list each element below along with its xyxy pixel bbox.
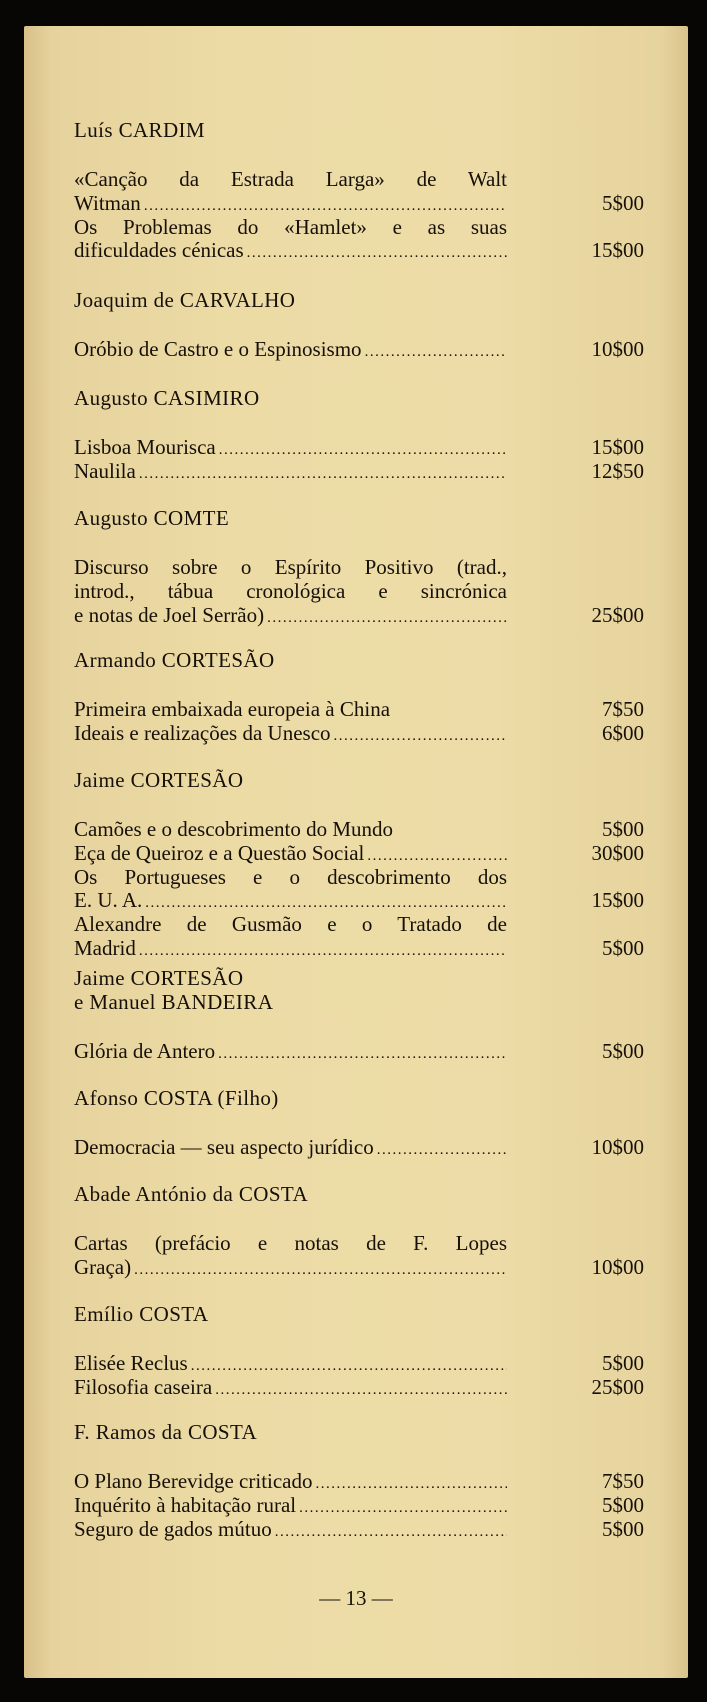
entry-price: 25$00 [591,1374,644,1399]
entry-title-line: Cartas (prefácio e notas de F. Lopes [74,1231,507,1255]
dot-leader [334,723,507,749]
author-name: Afonso COSTA (Filho) [74,1086,279,1110]
entry-title-text: Seguro de gados mútuo [74,1516,272,1541]
entry-price: 12$50 [591,458,644,483]
catalog-page [24,26,688,1678]
entry-title-text: Democracia — seu aspecto jurídico [74,1135,374,1159]
entry-title-text: e notas de Joel Serrão) [74,602,265,627]
entry-price: 5$00 [602,190,644,215]
entry-title-text: O Plano Berevidge criticado [74,1469,313,1493]
entry-title [74,237,507,263]
entry-title [74,816,507,842]
entry-title [74,336,507,362]
entry-title-line: Discurso sobre o Espírito Positivo (trad., [74,555,507,579]
entry-title [74,1492,507,1518]
author-name: Emílio COSTA [74,1302,209,1326]
entry-price: 10$00 [591,1254,644,1279]
entry-title-text: Elisée Reclus [74,1351,188,1375]
entry-title [74,602,507,628]
dot-leader [377,1137,507,1163]
entry-price: 5$00 [602,1039,644,1063]
entry-title-text: Naulila [74,458,136,483]
entry-title-text: Filosofia caseira [74,1374,213,1399]
entry-price: 5$00 [602,1492,644,1517]
entry-price: 5$00 [602,936,644,960]
entry-title [74,840,507,866]
entry-price: 5$00 [602,1351,644,1375]
entry-title [74,1254,507,1280]
author-name: Joaquim de CARVALHO [74,288,296,312]
entry-price: 15$00 [591,238,644,263]
author-name: Luís CARDIM [74,118,205,142]
entry-price: 10$00 [591,337,644,361]
entry-title-text: Glória de Antero [74,1039,216,1063]
entry-title [74,434,507,460]
entry-title-line: «Canção da Estrada Larga» de Walt [74,167,507,191]
author-name: Jaime CORTESÃO [74,768,244,792]
entry-price: 15$00 [591,888,644,913]
entry-title-text: Witman [74,190,141,215]
entry-title [74,935,507,961]
entry-title [74,190,507,216]
entry-price: 5$00 [602,817,644,841]
entry-title [74,1038,507,1064]
dot-leader [139,461,507,487]
entry-title [74,1468,507,1494]
entry-price: 10$00 [591,1135,644,1159]
entry-price: 30$00 [591,840,644,865]
entry-title [74,1516,507,1542]
author-name: Armando CORTESÃO [74,648,275,672]
entry-price: 7$50 [602,1469,644,1493]
entry-title [74,1350,507,1376]
author-name: Jaime CORTESÃO [74,966,244,990]
entry-title-text: Madrid [74,936,136,960]
author-name: F. Ramos da COSTA [74,1420,258,1444]
entry-title [74,696,507,722]
entry-title-text: Oróbio de Castro e o Espinosismo [74,337,362,361]
entry-title-line: Os Problemas do «Hamlet» e as suas [74,214,507,239]
entry-title-line: Os Portugueses e o descobrimento dos [74,864,507,889]
entry-price: 6$00 [602,720,644,745]
entry-price: 15$00 [591,435,644,459]
entry-title [74,458,507,484]
entry-title-text: E. U. A. [74,888,143,913]
entry-title-line: Alexandre de Gusmão e o Tratado de [74,912,507,937]
dot-leader [275,1519,507,1545]
author-name: e Manuel BANDEIRA [74,989,274,1014]
dot-leader [134,1257,507,1283]
entry-title-text: Graça) [74,1254,132,1279]
entry-title-text: Primeira embaixada europeia à China [74,697,391,721]
dot-leader [218,1041,507,1067]
catalog-list [24,26,688,1678]
dot-leader [267,605,507,631]
dot-leader [365,339,507,365]
entry-title [74,887,507,913]
entry-title-text: dificuldades cénicas [74,238,244,263]
entry-title-text: Inquérito à habitação rural [74,1492,297,1517]
entry-title [74,720,507,746]
entry-title-text: Lisboa Mourisca [74,435,216,459]
entry-title-line: introd., tábua cronológica e sincrónica [74,578,507,603]
entry-price: 5$00 [602,1516,644,1541]
entry-price: 25$00 [591,602,644,627]
author-name: Augusto CASIMIRO [74,386,260,410]
dot-leader [215,1377,507,1403]
author-name: Abade António da COSTA [74,1182,309,1206]
entry-price: 7$50 [602,697,644,721]
entry-title [74,1374,507,1400]
dot-leader [139,938,507,964]
entry-title-text: Eça de Queiroz e a Questão Social [74,840,365,865]
dot-leader [247,240,507,266]
page-number: — 13 — [319,1586,393,1610]
entry-title [74,1134,507,1160]
author-name: Augusto COMTE [74,506,230,530]
entry-title-text: Ideais e realizações da Unesco [74,720,331,745]
entry-title-text: Camões e o descobrimento do Mundo [74,817,394,841]
